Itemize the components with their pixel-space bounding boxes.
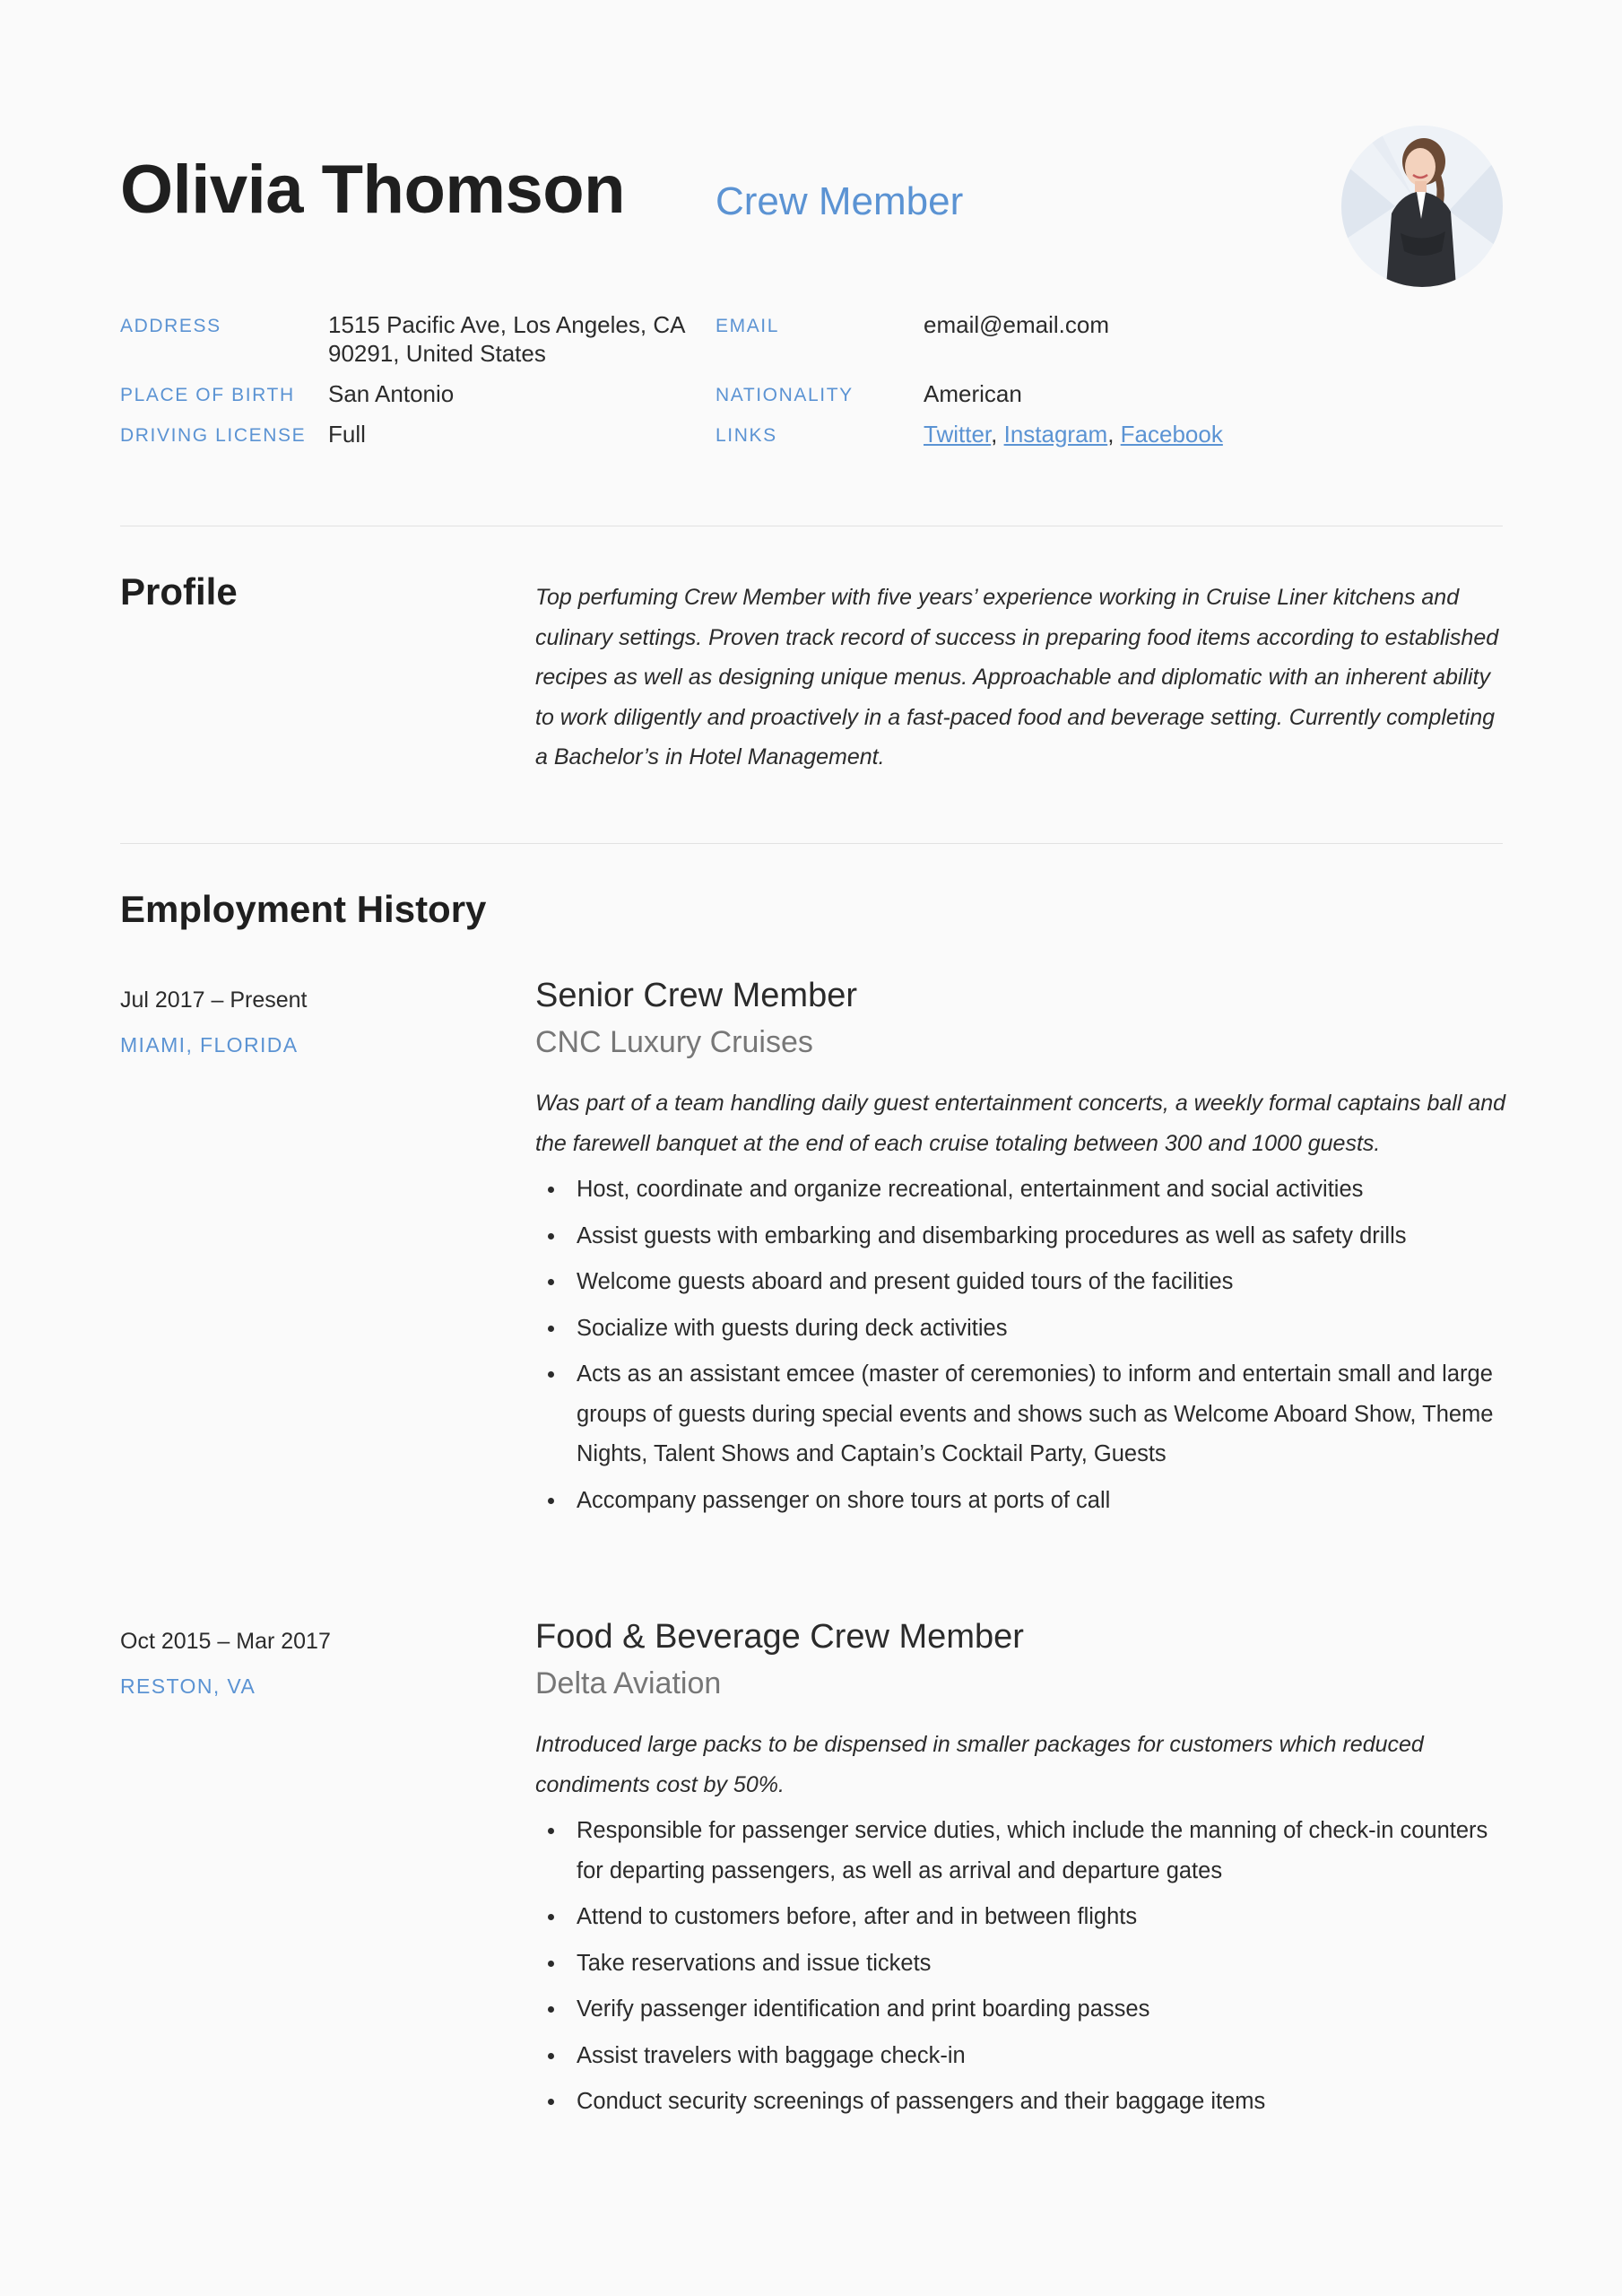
profile-line: to work diligently and proactively in a fast-paced food and beverage setting. Currently completing — [535, 704, 1496, 730]
job-company: CNC Luxury Cruises — [535, 1025, 813, 1059]
nationality-value: American — [924, 380, 1022, 407]
email-value: email@email.com — [924, 311, 1109, 338]
job-location: RESTON, VA — [120, 1674, 256, 1698]
list-item: Assist guests with embarking and disembarking procedures as well as safety drills — [535, 1216, 1513, 1257]
list-item: Attend to customers before, after and in between flights — [535, 1897, 1513, 1937]
description-line: Introduced large packs to be dispensed in smaller packages for customers which reduced — [535, 1732, 1424, 1757]
list-item: Accompany passenger on shore tours at ports of call — [535, 1481, 1513, 1521]
description-line: Was part of a team handling daily guest entertainment concerts, a weekly formal captains ball and — [535, 1091, 1506, 1116]
links-label: LINKS — [716, 425, 777, 446]
instagram-link[interactable]: Instagram — [1003, 421, 1108, 448]
list-item: Conduct security screenings of passengers and their baggage items — [535, 2082, 1513, 2122]
address-line-1: 1515 Pacific Ave, Los Angeles, CA — [328, 311, 686, 338]
links-value — [924, 420, 1223, 448]
job-role: Senior Crew Member — [535, 977, 857, 1014]
job-title: Crew Member — [716, 179, 964, 223]
avatar — [1341, 126, 1503, 287]
facebook-link[interactable]: Facebook — [1120, 421, 1223, 448]
description-line: condiments cost by 50%. — [535, 1771, 785, 1797]
email-label: EMAIL — [716, 316, 780, 336]
profile-line: a Bachelor’s in Hotel Management. — [535, 744, 885, 770]
divider — [120, 843, 1503, 844]
driving-license-label: DRIVING LICENSE — [120, 425, 307, 446]
job-bullet-list — [535, 1811, 1513, 2128]
list-item: Assist travelers with baggage check-in — [535, 2036, 1513, 2076]
list-item: Host, coordinate and organize recreational, entertainment and social activities — [535, 1170, 1513, 1210]
twitter-link[interactable]: Twitter — [924, 421, 992, 448]
job-company: Delta Aviation — [535, 1666, 722, 1700]
job-location: MIAMI, FLORIDA — [120, 1033, 299, 1057]
description-line: the farewell banquet at the end of each cruise totaling between 300 and 1000 guests. — [535, 1130, 1381, 1156]
nationality-label: NATIONALITY — [716, 385, 854, 405]
address-label: ADDRESS — [120, 316, 221, 336]
place-of-birth-label: PLACE OF BIRTH — [120, 385, 295, 405]
profile-line: Top perfuming Crew Member with five years’ experience working in Cruise Liner kitchens and — [535, 585, 1460, 610]
list-item: Acts as an assistant emcee (master of ceremonies) to inform and entertain small and large groups of guests during special events and shows such as Welcome Aboard Show, Theme Nights, Talent Shows and Captain’s Cocktail Party, Guests — [535, 1354, 1513, 1474]
profile-summary — [535, 578, 1513, 778]
profile-line: recipes as well as designing unique menus. Approachable and diplomatic with an inherent ability — [535, 665, 1490, 690]
candidate-name: Olivia Thomson — [120, 152, 626, 228]
place-of-birth-value: San Antonio — [328, 380, 455, 407]
link-separator: , — [1107, 421, 1121, 448]
list-item: Responsible for passenger service duties, which include the manning of check-in counters for departing passengers, as well as arrival and departure gates — [535, 1811, 1513, 1891]
job-description — [535, 1725, 1513, 1805]
link-separator: , — [991, 421, 1004, 448]
address-line-2: 90291, United States — [328, 340, 546, 367]
profile-heading: Profile — [120, 570, 238, 613]
driving-license-value: Full — [328, 421, 366, 448]
list-item: Verify passenger identification and print boarding passes — [535, 1989, 1513, 2030]
list-item: Socialize with guests during deck activities — [535, 1309, 1513, 1349]
profile-line: culinary settings. Proven track record of success in preparing food items according to established — [535, 624, 1499, 650]
list-item: Take reservations and issue tickets — [535, 1944, 1513, 1984]
job-bullet-list — [535, 1170, 1513, 1526]
job-dates: Oct 2015 – Mar 2017 — [120, 1629, 331, 1654]
job-dates: Jul 2017 – Present — [120, 987, 308, 1013]
list-item: Welcome guests aboard and present guided tours of the facilities — [535, 1262, 1513, 1302]
employment-heading: Employment History — [120, 888, 487, 930]
job-role: Food & Beverage Crew Member — [535, 1618, 1024, 1656]
job-description — [535, 1083, 1513, 1163]
portrait-photo-icon — [1341, 126, 1503, 287]
